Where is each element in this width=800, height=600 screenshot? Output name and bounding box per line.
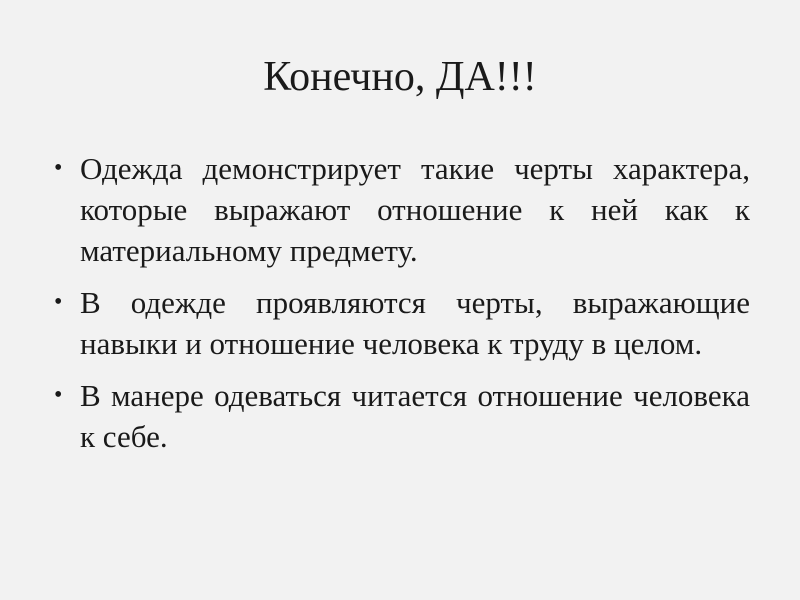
bullet-dot-icon: •	[54, 155, 63, 181]
bullet-item-clothing-material	[54, 148, 750, 271]
bullet-list	[54, 148, 750, 468]
bullet-dot-icon: •	[54, 289, 63, 315]
bullet-text: Одежда демонстрирует такие черты характера, которые выражают отношение к ней как к материальному предмету.	[80, 151, 750, 268]
bullet-text: В манере одеваться читается отношение человека к себе.	[80, 378, 750, 454]
bullet-item-self-attitude	[54, 375, 750, 457]
slide-title: Конечно, ДА!!!	[263, 54, 537, 100]
bullet-text: В одежде проявляются черты, выражающие навыки и отношение человека к труду в целом.	[80, 285, 750, 361]
bullet-dot-icon: •	[54, 382, 63, 408]
bullet-item-work-attitude	[54, 282, 750, 364]
